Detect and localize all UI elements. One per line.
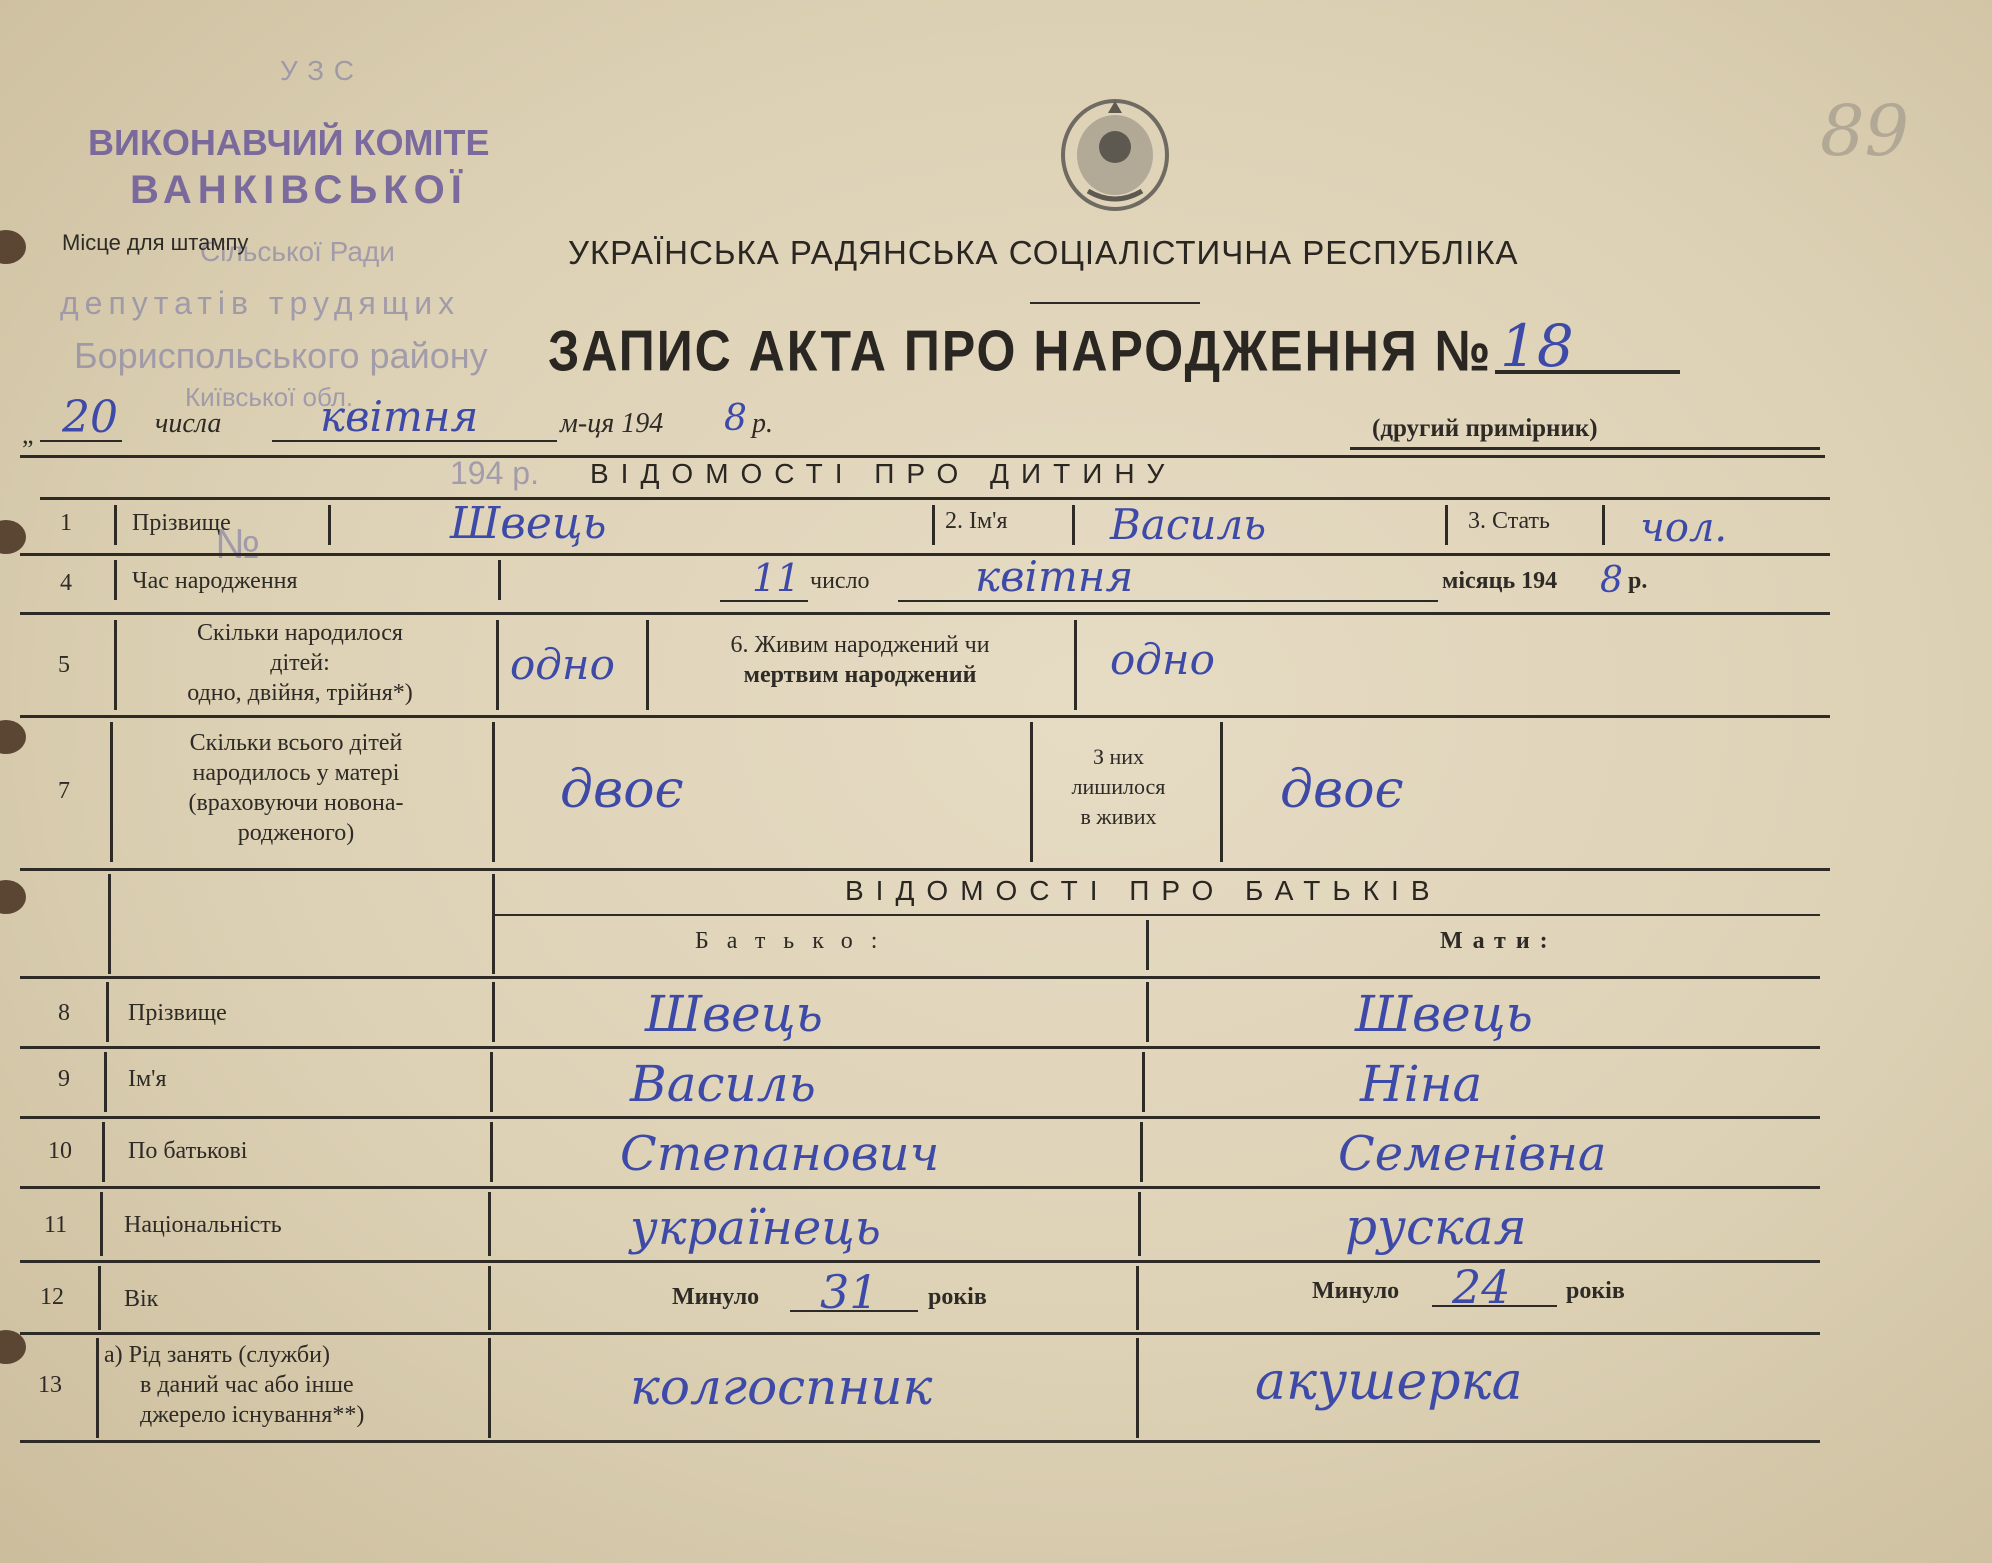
mother-occupation: акушерка <box>1255 1352 1523 1412</box>
birth-month: квітня <box>975 552 1134 601</box>
row-8-number: 8 <box>58 1000 70 1026</box>
birth-year-digit: 8 <box>1600 560 1623 601</box>
row-9-label: Ім'я <box>128 1066 167 1092</box>
total-children-value: двоє <box>560 760 684 820</box>
mother-header: Мати: <box>1440 928 1558 954</box>
stamp-number: № <box>215 520 261 567</box>
row-7-sub-label-line-2: лишилося <box>1071 774 1166 799</box>
stamp-line-2: ВАНКІВСЬКОЇ <box>130 168 468 212</box>
row-6-label <box>660 630 1060 690</box>
copy-note: (другий примірник) <box>1372 415 1598 442</box>
stamp-top: УЗС <box>280 55 364 86</box>
record-day: 20 <box>62 392 118 443</box>
mother-nationality: руская <box>1345 1198 1527 1256</box>
row-6-label-line-2: мертвим народжений <box>743 662 977 688</box>
row-13-label <box>104 1340 484 1430</box>
year-suffix: р. <box>752 408 773 439</box>
row-9-number: 9 <box>58 1066 70 1092</box>
father-age: 31 <box>820 1265 879 1319</box>
row-5-number: 5 <box>58 652 70 678</box>
state-emblem-icon <box>1058 95 1172 213</box>
birth-day-label: число <box>810 568 870 594</box>
birth-month-label: місяць 194 <box>1442 568 1558 594</box>
father-surname: Швець <box>645 985 823 1043</box>
father-name: Василь <box>630 1055 816 1113</box>
father-occupation: колгоспник <box>630 1358 933 1416</box>
row-11-number: 11 <box>44 1212 68 1238</box>
row-13-label-line-2: в даний час або інше <box>140 1372 354 1398</box>
row-5-label-line-2: дітей: <box>270 650 330 676</box>
mother-age-passed-label: Минуло <box>1312 1278 1400 1304</box>
row-10-number: 10 <box>48 1138 72 1164</box>
month-year-label: м-ця 194 <box>560 408 664 439</box>
children-born-count: одно <box>510 640 615 689</box>
record-number: 18 <box>1500 312 1574 380</box>
mother-surname: Швець <box>1355 985 1533 1043</box>
stamp-year: 194 р. <box>450 455 539 491</box>
row-7-label-line-3: (враховуючи новона- <box>188 790 404 816</box>
row-5-label-line-1: Скільки народилося <box>197 620 403 646</box>
row-1-label: Прізвище <box>132 510 231 536</box>
stamp-place-label: Місце для штампу <box>62 230 249 255</box>
child-sex: чол. <box>1640 505 1728 551</box>
father-patronymic: Степанович <box>620 1126 940 1182</box>
row-2-label: 2. Ім'я <box>945 508 1008 534</box>
day-label: числа <box>155 408 222 439</box>
child-surname: Швець <box>450 498 607 549</box>
stamp-line-5: Бориспольського району <box>74 335 488 376</box>
row-1-number: 1 <box>60 510 72 536</box>
mother-years-label: років <box>1566 1278 1625 1304</box>
quote-mark: „ <box>22 420 34 449</box>
row-7-label-line-2: народилось у матері <box>192 760 400 786</box>
father-years-label: років <box>928 1284 987 1310</box>
mother-age: 24 <box>1452 1260 1511 1314</box>
child-section-title: ВІДОМОСТІ ПРО ДИТИНУ <box>590 458 1177 489</box>
row-7-label <box>116 728 476 848</box>
record-month: квітня <box>320 392 479 441</box>
republic-heading: УКРАЇНСЬКА РАДЯНСЬКА СОЦІАЛІСТИЧНА РЕСПУБЛІКА <box>568 234 1519 271</box>
birth-day: 11 <box>752 556 801 600</box>
row-5-label <box>120 618 480 708</box>
row-8-label: Прізвище <box>128 1000 227 1026</box>
row-12-label: Вік <box>124 1286 159 1312</box>
row-7-label-line-4: родженого) <box>237 820 355 846</box>
row-11-label: Національність <box>124 1212 282 1238</box>
page-note: 89 <box>1820 90 1910 172</box>
row-5-label-line-3: одно, двійня, трійня*) <box>187 680 413 706</box>
row-13-number: 13 <box>38 1372 62 1398</box>
record-year-digit: 8 <box>724 398 747 439</box>
stamp-line-6: Київської обл. <box>185 382 354 412</box>
row-4-number: 4 <box>60 570 72 596</box>
row-13-label-line-1: а) Рід занять (служби) <box>104 1342 330 1368</box>
record-title: ЗАПИС АКТА ПРО НАРОДЖЕННЯ № <box>548 318 1493 384</box>
row-13-label-line-3: джерело існування**) <box>140 1402 365 1428</box>
birth-year-suffix: р. <box>1628 568 1648 594</box>
row-7-sub-label <box>1036 742 1201 832</box>
row-6-label-line-1: 6. Живим народжений чи <box>730 632 990 658</box>
father-age-passed-label: Минуло <box>672 1284 760 1310</box>
child-name: Василь <box>1110 500 1267 549</box>
row-7-sub-label-line-1: З них <box>1092 744 1145 769</box>
row-4-label: Час народження <box>132 568 298 594</box>
row-7-sub-label-line-3: в живих <box>1080 804 1157 829</box>
row-7-label-line-1: Скільки всього дітей <box>189 730 403 756</box>
alive-born-value: одно <box>1110 635 1215 684</box>
mother-patronymic: Семенівна <box>1338 1126 1607 1182</box>
stamp-line-3: Сільської Ради <box>200 236 395 267</box>
row-10-label: По батькові <box>128 1138 248 1164</box>
stamp-line-1: ВИКОНАВЧИЙ КОМІТЕ <box>88 122 490 163</box>
father-nationality: українець <box>630 1200 881 1256</box>
mother-name: Ніна <box>1360 1055 1483 1113</box>
stamp-line-4: депутатів трудящих <box>60 285 461 321</box>
row-7-number: 7 <box>58 778 70 804</box>
living-children-value: двоє <box>1280 760 1404 820</box>
parents-section-title: ВІДОМОСТІ ПРО БАТЬКІВ <box>845 875 1442 906</box>
father-header: Батько: <box>695 928 896 954</box>
row-3-label: 3. Стать <box>1468 508 1550 534</box>
row-12-number: 12 <box>40 1284 64 1310</box>
